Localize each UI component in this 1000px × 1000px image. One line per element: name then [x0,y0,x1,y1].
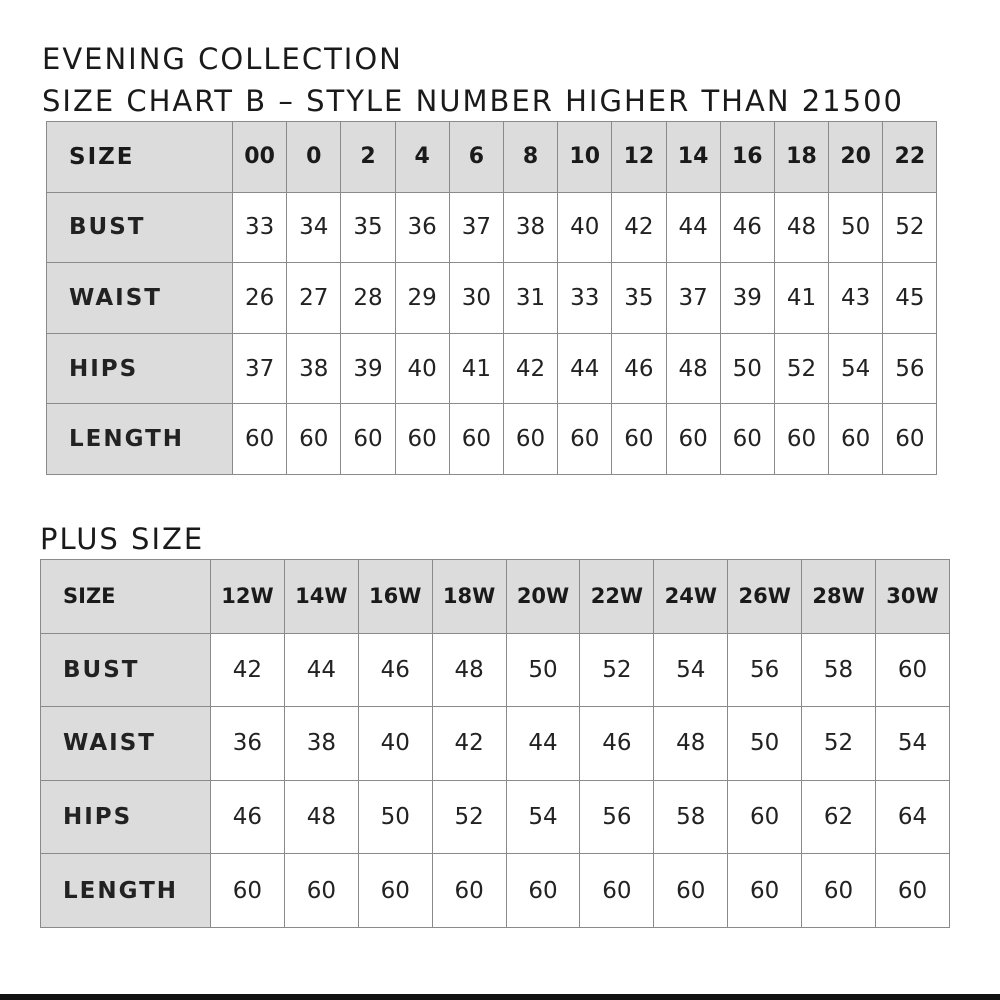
table-cell: 60 [432,854,506,928]
table-cell: 60 [876,854,950,928]
table-row [41,560,950,634]
size-header-cell: 22W [580,560,654,634]
table-cell: 56 [883,333,937,404]
table-cell: 60 [503,404,557,475]
size-header-cell: 16W [358,560,432,634]
table-cell: 38 [287,333,341,404]
size-header-cell: 28W [802,560,876,634]
table-cell: 52 [802,707,876,781]
table-cell: 54 [654,633,728,707]
table-cell: 31 [503,263,557,334]
table-cell: 46 [358,633,432,707]
table-cell: 64 [876,780,950,854]
row-label: LENGTH [47,404,233,475]
size-header-cell: 14 [666,122,720,193]
size-header-cell: 4 [395,122,449,193]
table-cell: 60 [829,404,883,475]
table-cell: 60 [558,404,612,475]
table-cell: 60 [287,404,341,475]
size-header-cell: 20W [506,560,580,634]
table-row [41,780,950,854]
table-cell: 58 [802,633,876,707]
table-cell: 60 [666,404,720,475]
table-cell: 45 [883,263,937,334]
table-cell: 36 [211,707,285,781]
table-cell: 52 [883,192,937,263]
size-header-cell: 14W [284,560,358,634]
table-cell: 26 [233,263,287,334]
table-cell: 52 [432,780,506,854]
table-cell: 60 [211,854,285,928]
table-cell: 60 [720,404,774,475]
table-cell: 41 [449,333,503,404]
table-cell: 39 [341,333,395,404]
size-header-cell: 2 [341,122,395,193]
size-header-cell: 26W [728,560,802,634]
collection-title: EVENING COLLECTION [42,42,403,76]
size-header-cell: 24W [654,560,728,634]
table-cell: 52 [774,333,828,404]
size-chart-b-table [46,121,937,475]
table-cell: 54 [829,333,883,404]
table-cell: 56 [728,633,802,707]
table-row [47,263,937,334]
table-cell: 42 [432,707,506,781]
row-label: LENGTH [41,854,211,928]
table-cell: 48 [432,633,506,707]
table-row [47,122,937,193]
table-cell: 36 [395,192,449,263]
table-cell: 40 [358,707,432,781]
table-cell: 42 [211,633,285,707]
size-header-cell: 10 [558,122,612,193]
table-cell: 50 [829,192,883,263]
table-row [41,854,950,928]
table-cell: 46 [211,780,285,854]
size-header-cell: 18W [432,560,506,634]
table-cell: 60 [883,404,937,475]
row-label: HIPS [41,780,211,854]
table-cell: 38 [503,192,557,263]
table-cell: 44 [558,333,612,404]
size-chart-b-title: SIZE CHART B – STYLE NUMBER HIGHER THAN 21500 [42,84,904,118]
table-row [41,707,950,781]
table-cell: 60 [876,633,950,707]
table-cell: 60 [728,780,802,854]
table-cell: 40 [395,333,449,404]
table-cell: 46 [580,707,654,781]
table-cell: 60 [395,404,449,475]
table-cell: 46 [720,192,774,263]
table-cell: 46 [612,333,666,404]
table-cell: 48 [666,333,720,404]
table-cell: 60 [284,854,358,928]
row-label: SIZE [47,122,233,193]
table-cell: 60 [580,854,654,928]
size-header-cell: 12 [612,122,666,193]
table-cell: 42 [503,333,557,404]
table-cell: 33 [233,192,287,263]
row-label: WAIST [41,707,211,781]
row-label: HIPS [47,333,233,404]
table-cell: 54 [876,707,950,781]
size-header-cell: 6 [449,122,503,193]
table-cell: 60 [358,854,432,928]
table-cell: 28 [341,263,395,334]
table-cell: 40 [558,192,612,263]
table-row [47,192,937,263]
table-cell: 52 [580,633,654,707]
table-cell: 48 [654,707,728,781]
table-cell: 29 [395,263,449,334]
table-cell: 50 [720,333,774,404]
size-header-cell: 00 [233,122,287,193]
size-header-cell: 16 [720,122,774,193]
table-cell: 56 [580,780,654,854]
table-row [47,404,937,475]
size-header-cell: 18 [774,122,828,193]
table-cell: 34 [287,192,341,263]
table-cell: 48 [774,192,828,263]
table-cell: 30 [449,263,503,334]
table-cell: 50 [506,633,580,707]
row-label: WAIST [47,263,233,334]
table-cell: 38 [284,707,358,781]
table-cell: 39 [720,263,774,334]
table-cell: 27 [287,263,341,334]
table-cell: 37 [666,263,720,334]
table-cell: 37 [233,333,287,404]
row-label: BUST [47,192,233,263]
table-cell: 44 [284,633,358,707]
table-cell: 50 [358,780,432,854]
table-cell: 50 [728,707,802,781]
table-cell: 37 [449,192,503,263]
table-cell: 60 [728,854,802,928]
table-cell: 35 [341,192,395,263]
table-row [41,633,950,707]
table-cell: 33 [558,263,612,334]
table-cell: 62 [802,780,876,854]
table-cell: 60 [449,404,503,475]
plus-size-table [40,559,950,928]
table-cell: 60 [802,854,876,928]
table-cell: 35 [612,263,666,334]
table-cell: 43 [829,263,883,334]
table-cell: 60 [654,854,728,928]
size-header-cell: 20 [829,122,883,193]
size-header-cell: 12W [211,560,285,634]
table-cell: 42 [612,192,666,263]
table-cell: 44 [666,192,720,263]
bottom-border-bar [0,994,1000,1000]
table-cell: 41 [774,263,828,334]
table-cell: 58 [654,780,728,854]
table-cell: 60 [774,404,828,475]
table-cell: 60 [341,404,395,475]
size-header-cell: 0 [287,122,341,193]
size-header-cell: 22 [883,122,937,193]
plus-size-title: PLUS SIZE [40,522,205,556]
table-cell: 60 [233,404,287,475]
table-cell: 44 [506,707,580,781]
table-cell: 48 [284,780,358,854]
table-cell: 54 [506,780,580,854]
table-cell: 60 [612,404,666,475]
table-row [47,333,937,404]
table-cell: 60 [506,854,580,928]
size-header-cell: 8 [503,122,557,193]
size-header-cell: 30W [876,560,950,634]
row-label: BUST [41,633,211,707]
row-label: SIZE [41,560,211,634]
